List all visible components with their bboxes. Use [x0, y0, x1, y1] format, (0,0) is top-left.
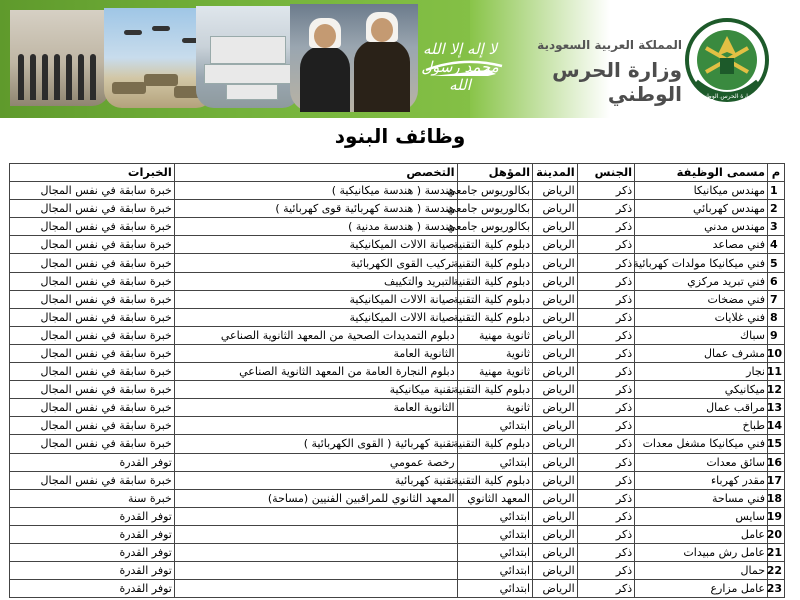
shahada-text: لا إله إلا الله محمد رسول الله: [421, 40, 499, 94]
ministry-name: وزارة الحرس الوطني: [552, 58, 682, 106]
national-guard-logo-icon: [682, 16, 772, 106]
cell-qualification: دبلوم كلية التقنية: [457, 272, 532, 290]
cell-experience: خبرة سابقة في نفس المجال: [10, 417, 175, 435]
cell-experience: خبرة سابقة في نفس المجال: [10, 308, 175, 326]
cell-gender: ذكر: [577, 254, 634, 272]
header-city: المدينة: [533, 164, 578, 182]
cell-job-title: عامل مزارع: [635, 580, 768, 598]
cell-experience: توفر القدرة: [10, 543, 175, 561]
header-job-title: مسمى الوظيفة: [635, 164, 768, 182]
cell-specialization: [174, 543, 457, 561]
cell-city: الرياض: [533, 218, 578, 236]
cell-experience: خبرة سابقة في نفس المجال: [10, 290, 175, 308]
cell-qualification: ثانوية مهنية: [457, 326, 532, 344]
cell-city: الرياض: [533, 290, 578, 308]
cell-gender: ذكر: [577, 200, 634, 218]
cell-city: الرياض: [533, 254, 578, 272]
jobs-table: [9, 163, 785, 598]
cell-num: 1: [768, 182, 785, 200]
cell-num: 3: [768, 218, 785, 236]
table-row: [10, 525, 785, 543]
cell-gender: ذكر: [577, 580, 634, 598]
cell-specialization: [174, 580, 457, 598]
table-row: [10, 381, 785, 399]
leaders-photo: [290, 4, 418, 112]
table-row: [10, 489, 785, 507]
table-row: [10, 399, 785, 417]
cell-num: 21: [768, 543, 785, 561]
cell-job-title: فني ميكانيكا مشغل معدات: [635, 435, 768, 453]
cell-qualification: ثانوية مهنية: [457, 363, 532, 381]
cell-gender: ذكر: [577, 489, 634, 507]
cell-city: الرياض: [533, 344, 578, 362]
cell-job-title: فني مضخات: [635, 290, 768, 308]
cell-job-title: فني مصاعد: [635, 236, 768, 254]
cell-experience: خبرة سابقة في نفس المجال: [10, 471, 175, 489]
cell-job-title: فني ميكانيكا مولدات كهربائية: [635, 254, 768, 272]
cell-specialization: تقنية كهربائية ( القوى الكهربائية ): [174, 435, 457, 453]
cell-qualification: دبلوم كلية التقنية: [457, 471, 532, 489]
cell-experience: خبرة سابقة في نفس المجال: [10, 236, 175, 254]
cell-gender: ذكر: [577, 471, 634, 489]
cell-specialization: تركيب القوى الكهربائية: [174, 254, 457, 272]
cell-qualification: بكالوريوس جامعي: [457, 218, 532, 236]
cell-city: الرياض: [533, 435, 578, 453]
cell-num: 7: [768, 290, 785, 308]
table-row: [10, 236, 785, 254]
table-row: [10, 363, 785, 381]
table-row: [10, 290, 785, 308]
cell-city: الرياض: [533, 562, 578, 580]
cell-num: 17: [768, 471, 785, 489]
table-row: [10, 344, 785, 362]
cell-city: الرياض: [533, 489, 578, 507]
ministry-title-block: [482, 38, 682, 106]
header-num: م: [768, 164, 785, 182]
cell-city: الرياض: [533, 182, 578, 200]
cell-job-title: مهندس ميكانيكا: [635, 182, 768, 200]
cell-specialization: صيانة الالات الميكانيكية: [174, 236, 457, 254]
cell-num: 23: [768, 580, 785, 598]
cell-qualification: دبلوم كلية التقنية: [457, 381, 532, 399]
header-qualification: المؤهل: [457, 164, 532, 182]
cell-gender: ذكر: [577, 308, 634, 326]
cell-city: الرياض: [533, 381, 578, 399]
table-row: [10, 471, 785, 489]
cell-num: 20: [768, 525, 785, 543]
building-photo: [196, 6, 300, 108]
kingdom-name: المملكة العربية السعودية: [537, 38, 682, 52]
cell-num: 19: [768, 507, 785, 525]
table-row: [10, 308, 785, 326]
cell-num: 5: [768, 254, 785, 272]
cell-gender: ذكر: [577, 326, 634, 344]
cell-job-title: مهندس كهربائي: [635, 200, 768, 218]
cell-specialization: تقنية كهربائية: [174, 471, 457, 489]
cell-experience: خبرة سابقة في نفس المجال: [10, 326, 175, 344]
cell-qualification: بكالوريوس جامعي: [457, 200, 532, 218]
cell-qualification: ابتدائي: [457, 417, 532, 435]
cell-qualification: ابتدائي: [457, 580, 532, 598]
cell-job-title: مراقب عمال: [635, 399, 768, 417]
cell-experience: خبرة سابقة في نفس المجال: [10, 435, 175, 453]
cell-city: الرياض: [533, 543, 578, 561]
cell-specialization: [174, 507, 457, 525]
cell-experience: خبرة سابقة في نفس المجال: [10, 200, 175, 218]
cell-experience: خبرة سابقة في نفس المجال: [10, 381, 175, 399]
header-banner: [0, 0, 800, 118]
table-row: [10, 326, 785, 344]
cell-specialization: الثانوية العامة: [174, 344, 457, 362]
cell-job-title: مشرف عمال: [635, 344, 768, 362]
cell-specialization: [174, 562, 457, 580]
cell-city: الرياض: [533, 471, 578, 489]
cell-num: 16: [768, 453, 785, 471]
cell-job-title: عامل رش مبيدات: [635, 543, 768, 561]
cell-job-title: فني غلايات: [635, 308, 768, 326]
cell-specialization: الثانوية العامة: [174, 399, 457, 417]
header-specialization: التخصص: [174, 164, 457, 182]
cell-num: 13: [768, 399, 785, 417]
cell-experience: خبرة سابقة في نفس المجال: [10, 272, 175, 290]
cell-job-title: عامل: [635, 525, 768, 543]
cell-experience: خبرة سابقة في نفس المجال: [10, 344, 175, 362]
cell-qualification: ابتدائي: [457, 507, 532, 525]
cell-num: 18: [768, 489, 785, 507]
soldiers-photo: [10, 10, 110, 106]
cell-gender: ذكر: [577, 507, 634, 525]
cell-specialization: دبلوم التمديدات الصحية من المعهد الثانوية الصناعي: [174, 326, 457, 344]
cell-num: 10: [768, 344, 785, 362]
cell-gender: ذكر: [577, 236, 634, 254]
table-row: [10, 182, 785, 200]
table-row: [10, 254, 785, 272]
cell-gender: ذكر: [577, 272, 634, 290]
cell-num: 15: [768, 435, 785, 453]
header-gender: الجنس: [577, 164, 634, 182]
cell-job-title: فني مساحة: [635, 489, 768, 507]
cell-job-title: سباك: [635, 326, 768, 344]
cell-specialization: تقنية ميكانيكية: [174, 381, 457, 399]
cell-city: الرياض: [533, 236, 578, 254]
table-row: [10, 200, 785, 218]
cell-qualification: ابتدائي: [457, 525, 532, 543]
cell-num: 8: [768, 308, 785, 326]
table-row: [10, 580, 785, 598]
cell-specialization: هندسة ( هندسة كهربائية قوى كهربائية ): [174, 200, 457, 218]
cell-city: الرياض: [533, 399, 578, 417]
cell-experience: توفر القدرة: [10, 453, 175, 471]
table-row: [10, 435, 785, 453]
cell-gender: ذكر: [577, 543, 634, 561]
cell-specialization: صيانة الالات الميكانيكية: [174, 308, 457, 326]
cell-num: 4: [768, 236, 785, 254]
cell-experience: خبرة سابقة في نفس المجال: [10, 254, 175, 272]
cell-gender: ذكر: [577, 562, 634, 580]
cell-city: الرياض: [533, 200, 578, 218]
cell-specialization: [174, 417, 457, 435]
cell-gender: ذكر: [577, 453, 634, 471]
cell-job-title: نجار: [635, 363, 768, 381]
cell-specialization: صيانة الالات الميكانيكية: [174, 290, 457, 308]
cell-num: 2: [768, 200, 785, 218]
page-title: وظائف البنود: [334, 124, 466, 148]
cell-num: 14: [768, 417, 785, 435]
cell-qualification: دبلوم كلية التقنية: [457, 290, 532, 308]
cell-gender: ذكر: [577, 182, 634, 200]
cell-specialization: المعهد الثانوي للمراقبين الفنيين (مساحة): [174, 489, 457, 507]
cell-job-title: حمال: [635, 562, 768, 580]
cell-city: الرياض: [533, 580, 578, 598]
cell-gender: ذكر: [577, 218, 634, 236]
cell-experience: توفر القدرة: [10, 562, 175, 580]
cell-city: الرياض: [533, 308, 578, 326]
cell-city: الرياض: [533, 453, 578, 471]
cell-specialization: هندسة ( هندسة مدنية ): [174, 218, 457, 236]
svg-text:وزارة الحرس الوطني: وزارة الحرس الوطني: [700, 93, 754, 100]
cell-gender: ذكر: [577, 525, 634, 543]
cell-experience: خبرة سابقة في نفس المجال: [10, 218, 175, 236]
cell-gender: ذكر: [577, 344, 634, 362]
cell-gender: ذكر: [577, 381, 634, 399]
cell-job-title: سائق معدات: [635, 453, 768, 471]
cell-job-title: ميكانيكي: [635, 381, 768, 399]
cell-gender: ذكر: [577, 435, 634, 453]
table-header-row: [10, 164, 785, 182]
cell-specialization: [174, 525, 457, 543]
table-row: [10, 453, 785, 471]
cell-city: الرياض: [533, 525, 578, 543]
cell-experience: خبرة سابقة في نفس المجال: [10, 182, 175, 200]
cell-qualification: ابتدائي: [457, 543, 532, 561]
cell-experience: توفر القدرة: [10, 580, 175, 598]
table-row: [10, 543, 785, 561]
cell-job-title: فني تبريد مركزي: [635, 272, 768, 290]
cell-gender: ذكر: [577, 363, 634, 381]
cell-qualification: دبلوم كلية التقنية: [457, 236, 532, 254]
cell-specialization: التبريد والتكييف: [174, 272, 457, 290]
cell-job-title: طباخ: [635, 417, 768, 435]
cell-gender: ذكر: [577, 290, 634, 308]
cell-num: 22: [768, 562, 785, 580]
cell-job-title: مقدر كهرباء: [635, 471, 768, 489]
cell-qualification: ثانوية: [457, 399, 532, 417]
cell-qualification: بكالوريوس جامعي: [457, 182, 532, 200]
cell-experience: توفر القدرة: [10, 507, 175, 525]
cell-specialization: رخصة عمومي: [174, 453, 457, 471]
table-body: [10, 182, 785, 598]
cell-city: الرياض: [533, 507, 578, 525]
cell-qualification: ابتدائي: [457, 562, 532, 580]
cell-num: 11: [768, 363, 785, 381]
cell-qualification: المعهد الثانوي: [457, 489, 532, 507]
cell-experience: خبرة سابقة في نفس المجال: [10, 363, 175, 381]
cell-city: الرياض: [533, 417, 578, 435]
cell-qualification: دبلوم كلية التقنية: [457, 254, 532, 272]
cell-gender: ذكر: [577, 399, 634, 417]
cell-gender: ذكر: [577, 417, 634, 435]
cell-experience: توفر القدرة: [10, 525, 175, 543]
cell-num: 12: [768, 381, 785, 399]
cell-qualification: دبلوم كلية التقنية: [457, 435, 532, 453]
cell-job-title: سايس: [635, 507, 768, 525]
header-experience: الخبرات: [10, 164, 175, 182]
cell-specialization: دبلوم النجارة العامة من المعهد الثانوية الصناعي: [174, 363, 457, 381]
cell-city: الرياض: [533, 326, 578, 344]
cell-city: الرياض: [533, 272, 578, 290]
cell-specialization: هندسة ( هندسة ميكانيكية ): [174, 182, 457, 200]
table-row: [10, 507, 785, 525]
table-row: [10, 417, 785, 435]
cell-job-title: مهندس مدني: [635, 218, 768, 236]
cell-num: 6: [768, 272, 785, 290]
cell-experience: خبرة سنة: [10, 489, 175, 507]
cell-city: الرياض: [533, 363, 578, 381]
cell-num: 9: [768, 326, 785, 344]
table-row: [10, 218, 785, 236]
cell-qualification: دبلوم كلية التقنية: [457, 308, 532, 326]
table-row: [10, 272, 785, 290]
cell-qualification: ثانوية: [457, 344, 532, 362]
cell-qualification: ابتدائي: [457, 453, 532, 471]
cell-experience: خبرة سابقة في نفس المجال: [10, 399, 175, 417]
table-row: [10, 562, 785, 580]
